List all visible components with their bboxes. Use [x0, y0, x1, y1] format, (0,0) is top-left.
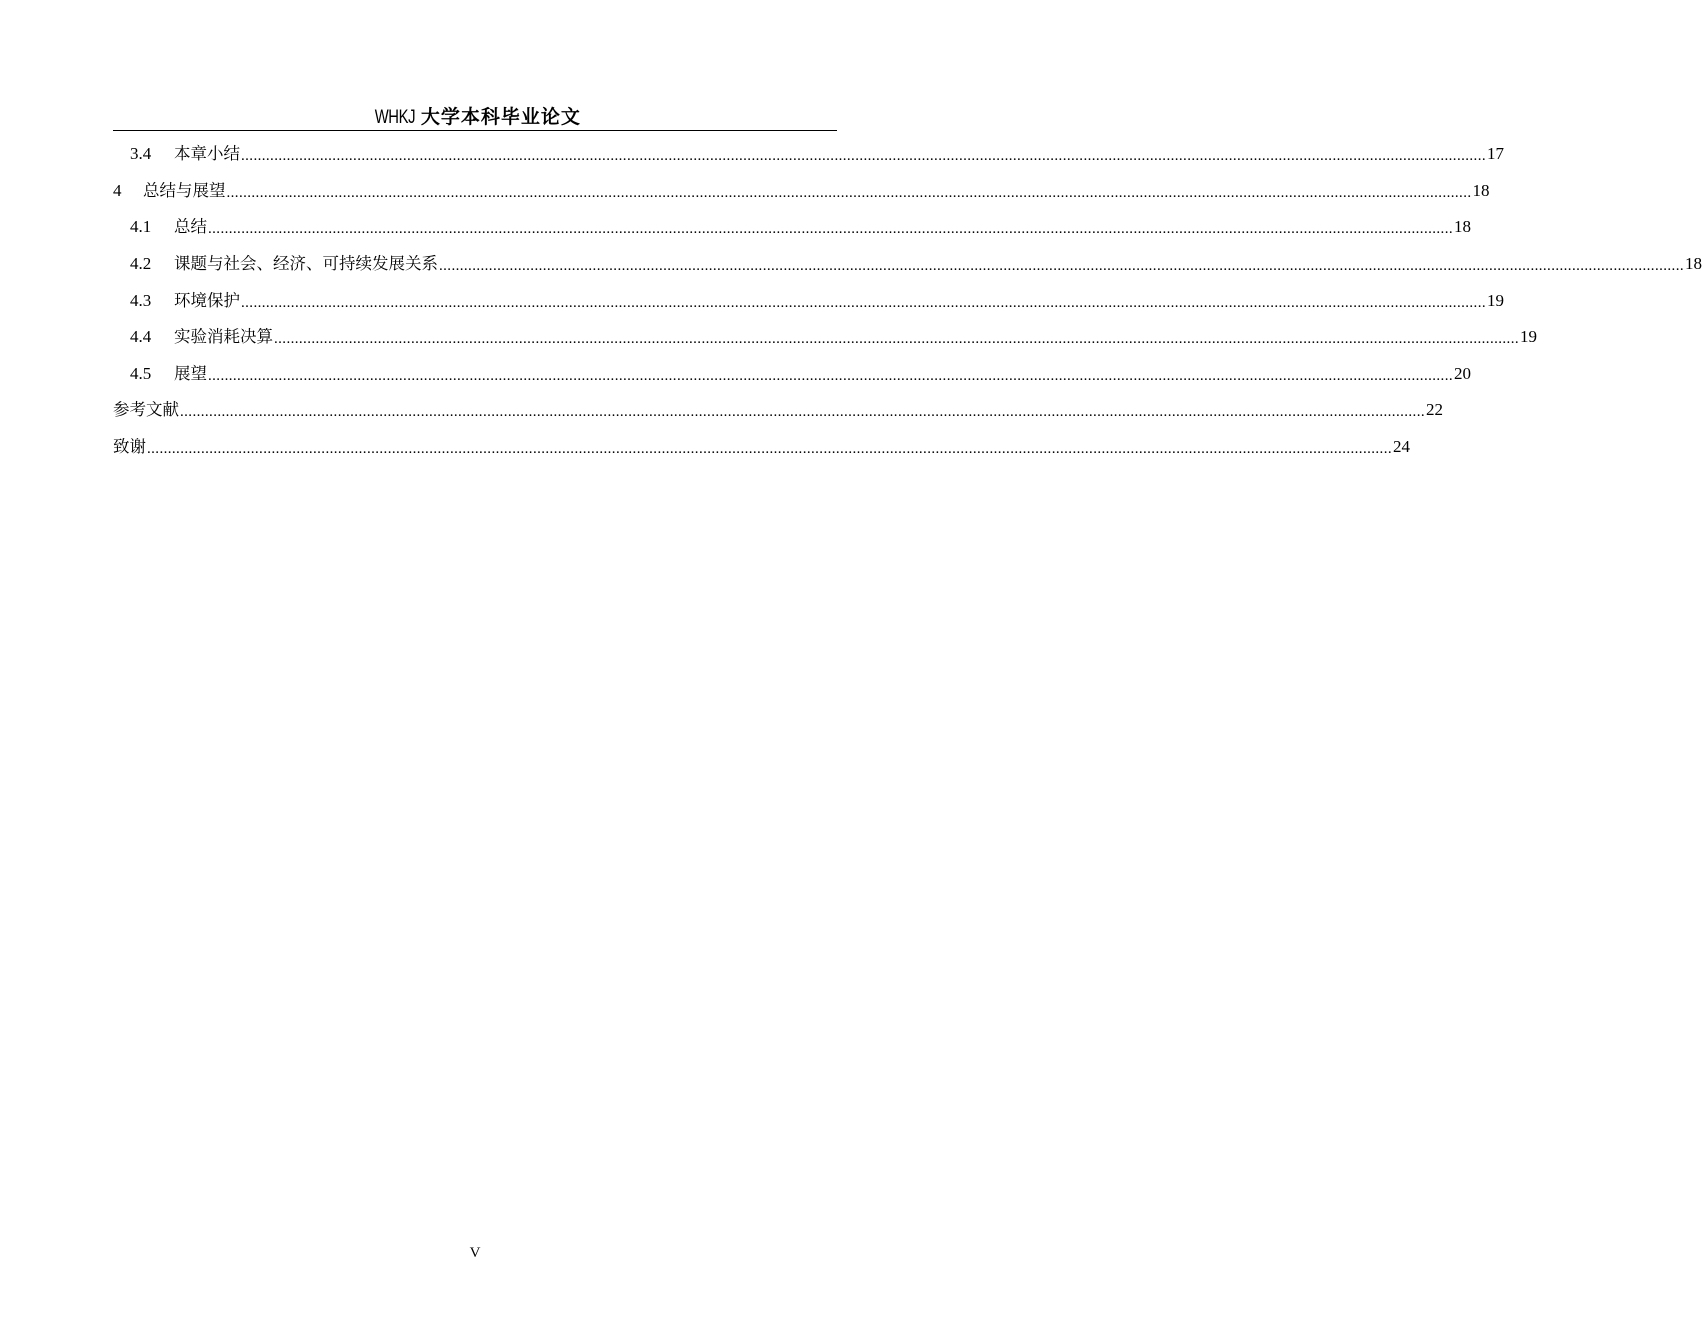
page-header [113, 104, 837, 131]
toc-entry-number: 4.1 [130, 217, 152, 237]
toc-entry-page: 18 [1685, 254, 1702, 274]
dot-leader: ............................................................................................................................................................................................................................................................................................................ [208, 367, 1453, 384]
toc-entry-page: 20 [1454, 363, 1471, 383]
toc-entry-number: 3.4 [130, 144, 152, 164]
dot-leader: ............................................................................................................................................................................................................................................................................................................ [439, 258, 1684, 275]
toc-entry[interactable] [113, 173, 1490, 210]
toc-entry-page: 24 [1393, 437, 1410, 457]
toc-entry-title: 本章小结 [174, 144, 240, 164]
dot-leader: ............................................................................................................................................................................................................................................................................................................ [180, 404, 1425, 421]
toc-entry[interactable] [113, 319, 1537, 356]
toc-entry-title: 总结与展望 [143, 180, 226, 200]
toc-entry[interactable] [113, 246, 1702, 283]
dot-leader: ............................................................................................................................................................................................................................................................................................................ [241, 148, 1486, 165]
toc-entry-title: 展望 [174, 363, 207, 383]
table-of-contents [113, 136, 1702, 465]
toc-entry-page: 19 [1487, 290, 1504, 310]
toc-entry-number: 4 [113, 180, 122, 200]
toc-entry-page: 17 [1487, 144, 1504, 164]
dot-leader: ............................................................................................................................................................................................................................................................................................................ [226, 184, 1472, 201]
toc-entry-title: 总结 [174, 217, 207, 237]
toc-entry[interactable] [113, 209, 1471, 246]
toc-entry-title: 环境保护 [174, 290, 240, 310]
toc-entry[interactable] [113, 392, 1443, 429]
toc-entry-title: 致谢 [113, 437, 146, 457]
toc-entry[interactable] [113, 429, 1410, 466]
toc-entry-title: 课题与社会、经济、可持续发展关系 [174, 254, 438, 274]
header-title: 大学本科毕业论文 [420, 106, 581, 128]
toc-entry[interactable] [113, 356, 1471, 393]
toc-entry[interactable] [113, 282, 1504, 319]
toc-entry-number: 4.4 [130, 327, 152, 347]
dot-leader: ............................................................................................................................................................................................................................................................................................................ [241, 294, 1486, 311]
toc-entry-title: 参考文献 [113, 400, 179, 420]
dot-leader: ............................................................................................................................................................................................................................................................................................................ [274, 331, 1519, 348]
toc-entry-page: 19 [1520, 327, 1537, 347]
toc-entry-page: 22 [1426, 400, 1443, 420]
toc-entry-number: 4.2 [130, 254, 152, 274]
toc-entry-page: 18 [1454, 217, 1471, 237]
toc-entry[interactable] [113, 136, 1504, 173]
dot-leader: ............................................................................................................................................................................................................................................................................................................ [147, 441, 1392, 458]
toc-entry-number: 4.3 [130, 290, 152, 310]
toc-entry-title: 实验消耗决算 [174, 327, 273, 347]
toc-entry-page: 18 [1472, 180, 1490, 200]
page-number: V [469, 1245, 481, 1261]
toc-entry-number: 4.5 [130, 363, 152, 383]
dot-leader: ............................................................................................................................................................................................................................................................................................................ [208, 221, 1453, 238]
header-latin-text: WHKJ [374, 107, 416, 128]
